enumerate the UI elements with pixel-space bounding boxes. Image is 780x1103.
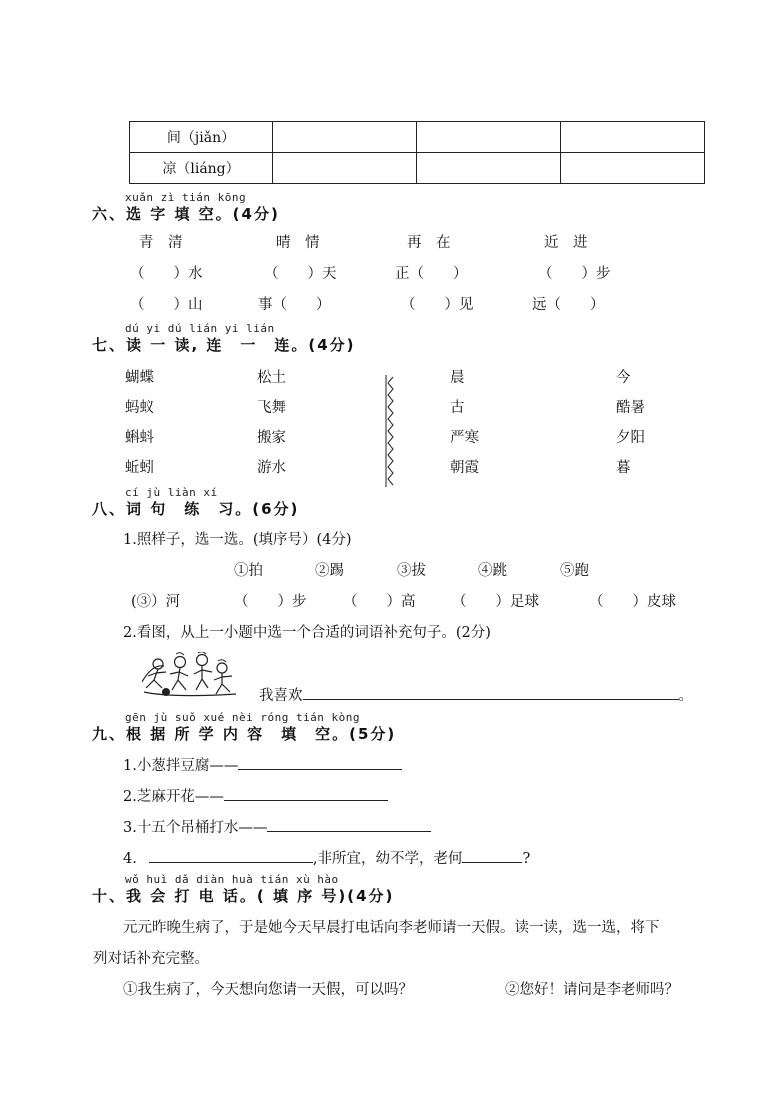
table-row xyxy=(130,122,705,153)
s9-item xyxy=(123,815,431,837)
s7-word: 古 xyxy=(450,400,465,416)
s7-word: 暮 xyxy=(616,460,631,476)
s10-option-2: ②您好！请问是李老师吗？ xyxy=(505,982,679,998)
s9-item xyxy=(123,784,388,806)
s7-word: 飞舞 xyxy=(257,400,286,416)
table-cell-blank[interactable] xyxy=(417,153,561,184)
s9-answer-line[interactable] xyxy=(462,846,522,863)
s7-word: 晨 xyxy=(450,370,465,386)
table-row xyxy=(130,153,705,184)
s8-option: ②踢 xyxy=(315,563,344,579)
s10-paragraph-line-2: 列对话补充完整。 xyxy=(93,951,209,967)
s7-word: 蚂蚁 xyxy=(125,400,154,416)
s9-item-end: ? xyxy=(522,851,531,867)
s7-word: 蚯蚓 xyxy=(125,460,154,476)
s7-pinyin: dú yi dú lián yi lián xyxy=(125,322,275,335)
s8-question-2: 2.看图，从上一小题中选一个合适的词语补充句子。(2分) xyxy=(123,625,491,641)
s10-option-1: ①我生病了，今天想向您请一天假，可以吗？ xyxy=(123,982,413,998)
s8-fill[interactable]: （ ）足球 xyxy=(452,594,539,610)
table-cell-blank[interactable] xyxy=(417,122,561,153)
s6-pair: 再 在 xyxy=(407,235,451,251)
s10-title: 十、我 会 打 电 话。( 填 序 号)(4分) xyxy=(92,887,395,905)
s6-blank[interactable]: （ ）见 xyxy=(401,297,474,313)
s8-option: ⑤跑 xyxy=(560,563,589,579)
s9-title: 九、根 据 所 学 内 容 填 空。(5分) xyxy=(92,725,397,743)
s8-fill[interactable]: （ ）步 xyxy=(234,594,307,610)
s10-pinyin: wǒ huì dǎ diàn huà tián xù hào xyxy=(125,873,339,886)
s7-title: 七、读 一 读, 连 一 连。(4分) xyxy=(92,336,356,354)
s10-paragraph-line-1: 元元昨晚生病了，于是她今天早晨打电话向李老师请一天假。读一读，选一选，将下 xyxy=(123,920,660,936)
s9-answer-line[interactable] xyxy=(238,753,402,770)
pinyin-table xyxy=(129,121,705,184)
s7-word: 蝴蝶 xyxy=(125,370,154,386)
s7-word: 蝌蚪 xyxy=(125,430,154,446)
s9-item-text: 1.小葱拌豆腐—— xyxy=(123,758,239,774)
s8-fill[interactable]: （ ）皮球 xyxy=(589,594,676,610)
table-cell-blank[interactable] xyxy=(561,122,705,153)
s8-fill[interactable]: （ ）高 xyxy=(343,594,416,610)
table-cell-blank[interactable] xyxy=(273,122,417,153)
s9-answer-line[interactable] xyxy=(267,815,431,832)
s9-item-num: 4. xyxy=(123,851,137,867)
s6-pair: 近 进 xyxy=(544,235,588,251)
table-cell-blank[interactable] xyxy=(273,153,417,184)
s6-pair: 晴 情 xyxy=(276,235,320,251)
s9-item-text: 2.芝麻开花—— xyxy=(123,789,224,805)
s7-word: 酷暑 xyxy=(616,400,645,416)
s8-pinyin: cí jù liàn xí xyxy=(125,486,218,499)
s9-item-text: 3.十五个吊桶打水—— xyxy=(123,820,268,836)
table-cell-blank[interactable] xyxy=(561,153,705,184)
s9-item xyxy=(123,753,402,775)
s7-word: 夕阳 xyxy=(616,430,645,446)
s8-answer-line[interactable] xyxy=(303,683,679,700)
s7-word: 朝霞 xyxy=(450,460,479,476)
s8-title: 八、词 句 练 习。(6分) xyxy=(92,500,300,518)
s6-blank[interactable]: 事（ ） xyxy=(258,297,331,313)
s6-blank[interactable]: （ ）水 xyxy=(130,266,203,282)
s9-answer-line[interactable] xyxy=(224,784,388,801)
s8-sentence xyxy=(259,683,693,705)
s7-word: 搬家 xyxy=(257,430,286,446)
s6-blank[interactable]: （ ）山 xyxy=(130,297,203,313)
s9-answer-line[interactable] xyxy=(149,846,313,863)
s6-title: 六、选 字 填 空。(4分) xyxy=(92,205,280,223)
s9-item-text: ,非所宜，幼不学，老何 xyxy=(312,851,463,867)
s7-word: 今 xyxy=(616,370,631,386)
s7-word: 松土 xyxy=(257,370,286,386)
s8-question-1: 1.照样子，选一选。(填序号）(4分) xyxy=(123,532,352,548)
s6-pair: 青 清 xyxy=(139,235,183,251)
s6-blank[interactable]: 正（ ） xyxy=(395,266,468,282)
s8-option: ①拍 xyxy=(234,563,263,579)
s8-fill[interactable]: (③）河 xyxy=(131,594,181,610)
wavy-divider xyxy=(383,375,397,487)
table-cell-label: 间（jiǎn） xyxy=(130,122,273,153)
s8-option: ④跳 xyxy=(478,563,507,579)
table-cell-label: 凉（liáng） xyxy=(130,153,273,184)
s7-word: 游水 xyxy=(257,460,286,476)
s7-word: 严寒 xyxy=(450,430,479,446)
s6-blank[interactable]: 远（ ） xyxy=(532,297,605,313)
s6-blank[interactable]: （ ）天 xyxy=(264,266,337,282)
kids-playing-football-image xyxy=(142,652,238,698)
s8-option: ③拔 xyxy=(397,563,426,579)
s9-pinyin: gēn jù suǒ xué nèi róng tián kòng xyxy=(125,711,361,724)
s8-sentence-end: 。 xyxy=(678,688,693,704)
s9-item xyxy=(123,846,530,868)
s6-blank[interactable]: （ ）步 xyxy=(538,266,611,282)
s6-pinyin: xuǎn zì tián kōng xyxy=(125,191,247,204)
s8-sentence-start: 我喜欢 xyxy=(259,688,303,704)
